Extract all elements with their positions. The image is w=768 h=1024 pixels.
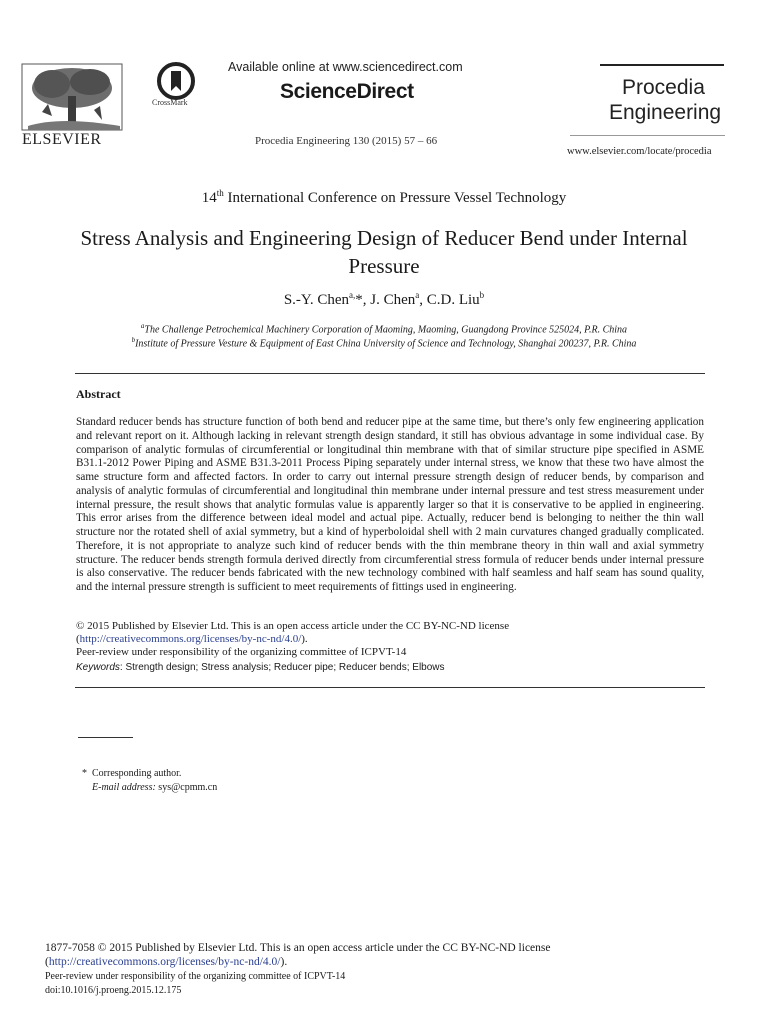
abstract-body: Standard reducer bends has structure function of both bend and reducer pipe at the same time, but there’s only few engineering application and relevant report on it. Although lacking in relevant strength design standard, it still has obvious advantage in some individual case. By comparison of analytic formulas of circumferential or longitudinal thin membrane with that of similar structure pipe specified in ASME B31.1-2012 Power Piping and ASME B31.3-2011 Process Piping separately under internal stress, we know that these two have almost the same structure form and affected factors. In order to carry out internal pressure strength design of reducer bends, by comparison and analysis of analytic formulas of circumferential and longitudinal thin membrane under internal pressure and test stress measurement under internal pressure, the result shows that analytic formulas value is apparently larger so that it is conservative to be applied in engineering. This error arises from the difference between ideal model and actual pipe. Actually, reducer bend is belonging to neither the thin wall structure nor the rotated shell of axial symmetry, but a kind of hyperboloidal shell with 2 main curvatures changed gradually complicated. Therefore, it is not appropriate to analyze such kind of reducer bends with the thin membrane theory in thin wall and axial symmetry structure. The reducer bends strength formula derived directly from circumferential stress formula of reducer bends under internal pressure is also conservative. The reducer bends fabricated with the new technology combined with half seamless and half seam has sound quality, and the internal pressure strength is sufficient to meet requirements of fittings used in engineering. bbox=[76, 416, 704, 593]
keywords-label: Keywords bbox=[76, 662, 120, 673]
affiliation-b bbox=[0, 336, 768, 349]
license-statement: © 2015 Published by Elsevier Ltd. This is an open access article under the CC BY-NC-ND license bbox=[76, 620, 510, 632]
license-link[interactable]: http://creativecommons.org/licenses/by-nc-nd/4.0/ bbox=[79, 633, 302, 645]
author-separator: , bbox=[419, 292, 427, 308]
affiliation-text: Institute of Pressure Vesture & Equipment of East China University of Science and Technology, Shanghai 200237, P.R. China bbox=[135, 338, 637, 350]
footnote-rule bbox=[78, 737, 133, 738]
author-affiliation-mark: b bbox=[479, 290, 485, 300]
author-list bbox=[0, 290, 768, 309]
crossmark-icon[interactable] bbox=[155, 62, 197, 100]
publisher-wordmark: ELSEVIER bbox=[22, 131, 102, 148]
footer-link-line bbox=[45, 956, 287, 968]
author-name: S.-Y. Chen bbox=[283, 292, 349, 308]
author-affiliation-mark: a bbox=[415, 290, 420, 300]
keywords-list: Strength design; Stress analysis; Reducer pipe; Reducer bends; Elbows bbox=[125, 662, 445, 673]
author-name: J. Chen bbox=[370, 292, 416, 308]
abstract-bottom-rule bbox=[75, 687, 705, 688]
corresponding-mark: * bbox=[355, 292, 363, 308]
journal-citation: Procedia Engineering 130 (2015) 57 – 66 bbox=[255, 135, 438, 147]
footer-license: 1877-7058 © 2015 Published by Elsevier Ltd. This is an open access article under the CC BY-NC-ND license bbox=[45, 942, 551, 954]
journal-header-rule bbox=[600, 64, 724, 66]
email-label: E-mail address: bbox=[92, 782, 156, 793]
peer-review-statement: Peer-review under responsibility of the organizing committee of ICPVT-14 bbox=[76, 646, 407, 658]
sciencedirect-logo[interactable]: ScienceDirect bbox=[280, 80, 414, 103]
crossmark-label: CrossMark bbox=[152, 98, 188, 107]
journal-url-rule bbox=[570, 135, 725, 136]
paren-open: ( bbox=[45, 956, 49, 968]
journal-name-line1: Procedia bbox=[622, 76, 705, 99]
footnote-marker: * bbox=[82, 768, 87, 779]
email-address[interactable]: sys@cpmm.cn bbox=[158, 782, 218, 793]
footer-license-link[interactable]: http://creativecommons.org/licenses/by-nc-nd/4.0/ bbox=[48, 956, 281, 968]
abstract-heading: Abstract bbox=[76, 387, 121, 401]
journal-url-link[interactable]: www.elsevier.com/locate/procedia bbox=[567, 146, 712, 157]
paren-close: ). bbox=[301, 633, 308, 645]
corresponding-author-text: Corresponding author. bbox=[92, 768, 182, 779]
affiliation-key: a bbox=[140, 322, 145, 330]
corresponding-author-note bbox=[82, 768, 181, 779]
author-affiliation-mark: a, bbox=[348, 290, 356, 300]
license-link-line bbox=[76, 633, 308, 645]
affiliation-key: b bbox=[131, 336, 136, 344]
keywords-line bbox=[76, 662, 445, 673]
paren-close: ). bbox=[280, 956, 288, 968]
email-note bbox=[92, 782, 217, 793]
journal-name-line2: Engineering bbox=[609, 101, 722, 124]
conference-title: International Conference on Pressure Vessel Technology bbox=[223, 190, 567, 206]
conference-name bbox=[0, 188, 768, 207]
available-online-text: Available online at www.sciencedirect.com bbox=[228, 60, 463, 74]
author-name: C.D. Liu bbox=[426, 292, 480, 308]
affiliation-text: The Challenge Petrochemical Machinery Corporation of Maoming, Maoming, Guangdong Province 525024, P.R. China bbox=[144, 324, 628, 336]
affiliation-a bbox=[0, 322, 768, 335]
conference-ordinal-suffix: th bbox=[216, 188, 224, 198]
paren-open: ( bbox=[76, 633, 80, 645]
author-separator: , bbox=[362, 292, 371, 308]
abstract-top-rule bbox=[75, 373, 705, 374]
paper-title: Stress Analysis and Engineering Design of Reducer Bend under Internal Pressure bbox=[80, 226, 688, 278]
conference-ordinal: 14 bbox=[201, 190, 217, 206]
footer-peer-review: Peer-review under responsibility of the organizing committee of ICPVT-14 bbox=[45, 971, 346, 982]
keywords-separator: : bbox=[119, 662, 126, 673]
doi-link[interactable]: doi:10.1016/j.proeng.2015.12.175 bbox=[45, 985, 182, 996]
